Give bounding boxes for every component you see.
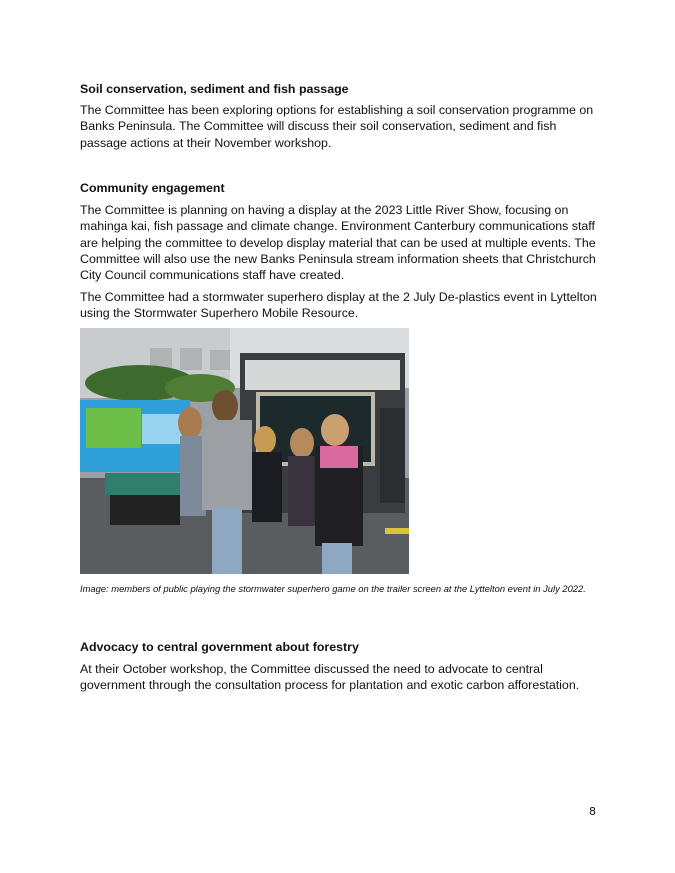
advocacy-paragraph: At their October workshop, the Committee discussed the need to advocate to central government through the consultation process for plantation and exotic carbon afforestation. [80, 662, 580, 693]
community-engagement-paragraph-1: The Committee is planning on having a display at the 2023 Little River Show, focusing on mahinga kai, fish passage and climate change. Environment Canterbury communications staff are helping the committee to develop display material that can be used at multiple events. The Committee will also use the new Banks Peninsula stream information sheets that Christchurch City Council communications staff have created. [80, 203, 596, 283]
community-engagement-paragraph-2: The Committee had a stormwater superhero display at the 2 July De-plastics event in Lyttelton using the Stormwater Superhero Mobile Resource. [80, 290, 597, 321]
image-caption: Image: members of public playing the stormwater superhero game on the trailer screen at the Lyttelton event in July 2022. [80, 583, 586, 594]
section-heading-advocacy: Advocacy to central government about forestry [80, 640, 359, 654]
soil-conservation-paragraph: The Committee has been exploring options for establishing a soil conservation programme on Banks Peninsula. The Committee will discuss their soil conservation, sediment and fish passage actions at their November workshop. [80, 103, 594, 150]
event-photo [80, 328, 409, 574]
section-heading-community-engagement: Community engagement [80, 181, 225, 195]
section-heading-soil-conservation: Soil conservation, sediment and fish passage [80, 82, 349, 96]
page-number: 8 [589, 805, 596, 818]
